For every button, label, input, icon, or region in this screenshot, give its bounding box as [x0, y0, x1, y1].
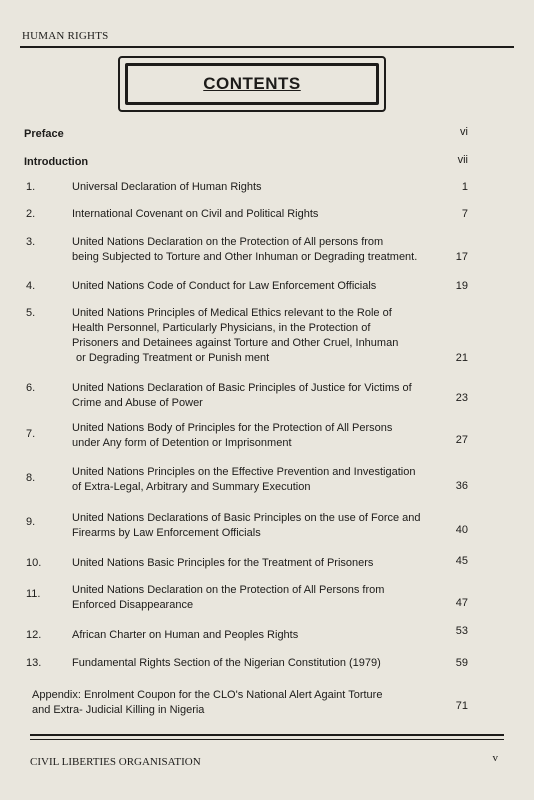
toc-entry-number: 7. [26, 428, 36, 440]
toc-entry-text: Fundamental Rights Section of the Nigerian Constitution (1979) [72, 657, 381, 669]
toc-entry-text-line-2: Firearms by Law Enforcement Officials [72, 527, 261, 539]
running-header: HUMAN RIGHTS [22, 30, 109, 42]
contents-title: CONTENTS [203, 74, 301, 93]
toc-entry-page: 17 [455, 251, 468, 263]
toc-entry-page: 27 [455, 434, 468, 446]
toc-entry-text: United Nations Declaration of Basic Principles of Justice for Victims of [72, 382, 412, 394]
toc-entry-text-line-2: Enforced Disappearance [72, 599, 194, 611]
toc-entry-number: 1. [26, 181, 36, 193]
toc-entry-page: 53 [455, 625, 468, 637]
toc-entry-page: 71 [455, 700, 468, 712]
toc-entry-text-line-2: under Any form of Detention or Imprisonment [72, 437, 292, 449]
toc-entry-number: 2. [26, 208, 36, 220]
toc-entry-text: United Nations Declarations of Basic Principles on the use of Force and [72, 512, 421, 524]
toc-entry-number: 4. [26, 280, 36, 292]
toc-entry-page: 47 [455, 597, 468, 609]
toc-entry-page: 21 [455, 352, 468, 364]
toc-entry-page: 45 [455, 555, 468, 567]
toc-entry-text: Universal Declaration of Human Rights [72, 181, 262, 193]
toc-entry-number: 5. [26, 307, 36, 319]
toc-entry-text: Introduction [24, 156, 89, 168]
toc-entry-text: United Nations Declaration on the Protection of All Persons from [72, 584, 385, 596]
toc-entry-page: 36 [455, 480, 468, 492]
toc-entry-text-line-2: and Extra- Judicial Killing in Nigeria [32, 704, 205, 716]
toc-entry-text: United Nations Principles on the Effective Prevention and Investigation [72, 466, 416, 478]
toc-entry-text: United Nations Code of Conduct for Law Enforcement Officials [72, 280, 377, 292]
toc-entry-text-line-4: or Degrading Treatment or Punish ment [76, 352, 270, 364]
toc-entry-text: Appendix: Enrolment Coupon for the CLO's National Alert Againt Torture [32, 689, 383, 701]
toc-entry-text-line-2: being Subjected to Torture and Other Inhuman or Degrading treatment. [72, 251, 418, 263]
toc-entry-number: 11. [26, 588, 41, 600]
toc-entry-number: 12. [26, 629, 42, 641]
toc-entry-number: 13. [26, 657, 42, 669]
toc-entry-text: United Nations Principles of Medical Ethics relevant to the Role of [72, 307, 392, 319]
toc-entry-text: International Covenant on Civil and Political Rights [72, 208, 319, 220]
footer-rule-thin [30, 739, 504, 740]
toc-entry-page: 7 [461, 208, 468, 220]
toc-entry-text-line-2: Health Personnel, Particularly Physicians, in the Protection of [72, 322, 371, 334]
toc-entry-number: 3. [26, 236, 36, 248]
toc-entry-page: vi [460, 126, 468, 138]
contents-title-inner-frame [125, 63, 379, 105]
toc-entry-text-line-2: of Extra-Legal, Arbitrary and Summary Execution [72, 481, 311, 493]
toc-entry-page: 23 [455, 392, 468, 404]
toc-entry-page: vii [457, 154, 468, 166]
toc-entry-text-line-2: Crime and Abuse of Power [72, 397, 203, 409]
contents-title-box [118, 56, 386, 112]
toc-entry-text: African Charter on Human and Peoples Rights [72, 629, 299, 641]
footer-organisation: CIVIL LIBERTIES ORGANISATION [30, 756, 201, 768]
toc-entry-number: 8. [26, 472, 36, 484]
footer-rule-thick [30, 734, 504, 736]
toc-entry-number: 9. [26, 516, 36, 528]
toc-entry-page: 40 [455, 524, 468, 536]
toc-entry-text: Preface [24, 128, 64, 140]
toc-entry-page: 59 [455, 657, 468, 669]
toc-entry-text: United Nations Body of Principles for the Protection of All Persons [72, 422, 393, 434]
toc-entry-page: 1 [461, 181, 468, 193]
toc-entry-text: United Nations Basic Principles for the Treatment of Prisoners [72, 557, 374, 569]
toc-entry-text-line-3: Prisoners and Detainees against Torture and Other Cruel, Inhuman [72, 337, 399, 349]
toc-entry-text: United Nations Declaration on the Protection of All persons from [72, 236, 384, 248]
header-rule [20, 46, 514, 48]
footer-page-number: v [492, 752, 498, 764]
toc-entry-page: 19 [455, 280, 468, 292]
toc-entry-number: 10. [26, 557, 42, 569]
toc-entry-number: 6. [26, 382, 36, 394]
